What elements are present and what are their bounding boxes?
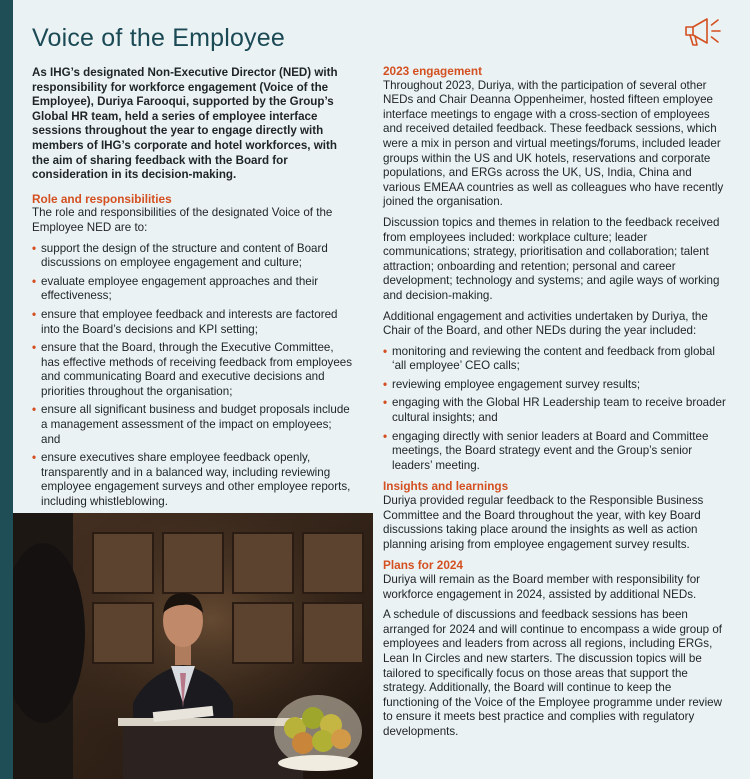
list-item: • monitoring and reviewing the content and feedback from global ‘all employee’ CEO calls;	[383, 344, 715, 373]
list-item: • ensure that employee feedback and interests are factored into the Board’s decisions and KPI setting;	[32, 307, 338, 336]
list-item: • ensure executives share employee feedback openly, transparently and in a balanced way, including reviewing employee engagement surveys and other employee reports, including whistleblowing.	[32, 451, 351, 509]
list-item: • evaluate employee engagement approaches and their effectiveness;	[32, 274, 319, 303]
bullet-icon: •	[32, 451, 37, 465]
photo-illustration	[13, 513, 373, 779]
list-item: • support the design of the structure and content of Board discussions on employee engagement and culture;	[32, 241, 328, 270]
bullet-icon: •	[383, 344, 388, 358]
bullet-icon: •	[32, 274, 37, 288]
list-item: • engaging with the Global HR Leadership team to receive broader cultural insights; and	[383, 396, 726, 425]
list-item: • ensure that the Board, through the Executive Committee, has effective methods of receiving feedback from employees and communicating Board and executive decisions and priorities throughout the organisation;	[32, 341, 353, 398]
left-column	[32, 66, 354, 516]
page-title: Voice of the Employee	[32, 24, 285, 52]
list-item: • engaging directly with senior leaders at Board and Committee meetings, the Board strategy event and the Group’s senior leaders’ meeting.	[383, 429, 709, 472]
bullet-icon: •	[383, 429, 388, 443]
bullet-icon: •	[383, 396, 388, 410]
bullet-icon: •	[32, 403, 37, 417]
megaphone-icon	[682, 14, 724, 50]
engagement-heading: 2023 engagement	[383, 64, 483, 78]
bullet-icon: •	[32, 341, 37, 355]
insights-paragraph: Duriya provided regular feedback to the Responsible Business Committee and the Board throughout the year, with key Board discussions taking place around the insights as well as action planning arising from employee engagement survey results.	[383, 494, 704, 551]
engagement-paragraph-1: Throughout 2023, Duriya, with the participation of several other NEDs and Chair Deanna Oppenheimer, hosted fifteen employee interface meetings to engage with a cross-section of employees and received detailed feedback. These feedback sessions, which were a mix in person and virtual meetings/forums, included leader groups within the US and UK hotels, reservations and corporate populations, and ERGs across the UK, US, India, China and various EMEAA countries as well as colleagues who have recently joined the organisation.	[383, 78, 724, 209]
insights-heading: Insights and learnings	[383, 479, 509, 494]
roles-heading: Role and responsibilities	[32, 191, 172, 206]
list-item: • reviewing employee engagement survey results;	[383, 377, 641, 391]
right-column	[383, 64, 730, 746]
roles-list	[32, 242, 354, 510]
bullet-icon: •	[32, 241, 37, 255]
left-accent-bar	[0, 0, 13, 779]
engagement-list	[383, 345, 730, 474]
plans-paragraph-1: Duriya will remain as the Board member with responsibility for workforce engagement in 2024, assisted by additional NEDs.	[383, 573, 701, 601]
engagement-paragraph-3: Additional engagement and activities undertaken by Duriya, the Chair of the Board, and other NEDs during the year included:	[383, 309, 708, 338]
list-item: • ensure all significant business and budget proposals include a management assessment of the impact on employees; and	[32, 403, 350, 446]
bullet-icon: •	[383, 377, 388, 391]
intro-paragraph: As IHG’s designated Non-Executive Director (NED) with responsibility for workforce engagement (Voice of the Employee), Duriya Farooqui, supported by the Group’s Global HR team, held a series of employee interface sessions throughout the year to engage directly with members of IHG’s corporate and hotel workforces, with the aim of sharing feedback with the Board for consideration in its decision-making.	[32, 66, 338, 182]
hotel-reception-photo	[13, 513, 373, 779]
engagement-paragraph-2: Discussion topics and themes in relation to the feedback received from employees included: workplace culture; leader communications; strategy, prioritisation and collaboration; talent attraction; onboarding and retention; personal and career development; technology and systems; and agile ways of working and decision-making.	[383, 215, 720, 302]
plans-heading: Plans for 2024	[383, 558, 463, 573]
bullet-icon: •	[32, 307, 37, 321]
roles-lead: The role and responsibilities of the designated Voice of the Employee NED are to:	[32, 206, 333, 234]
plans-paragraph-2: A schedule of discussions and feedback sessions has been arranged for 2024 and will continue to encompass a wide group of employees and leaders from across all regions, including ERGs, Lean In Circles and new starters. The discussion topics will be tailored to specifically focus on those areas that support the strategy. Additionally, the Board will continue to keep the functioning of the Voice of the Employee programme under review to ensure it meets best practice and complies with regulatory developments.	[383, 608, 723, 738]
